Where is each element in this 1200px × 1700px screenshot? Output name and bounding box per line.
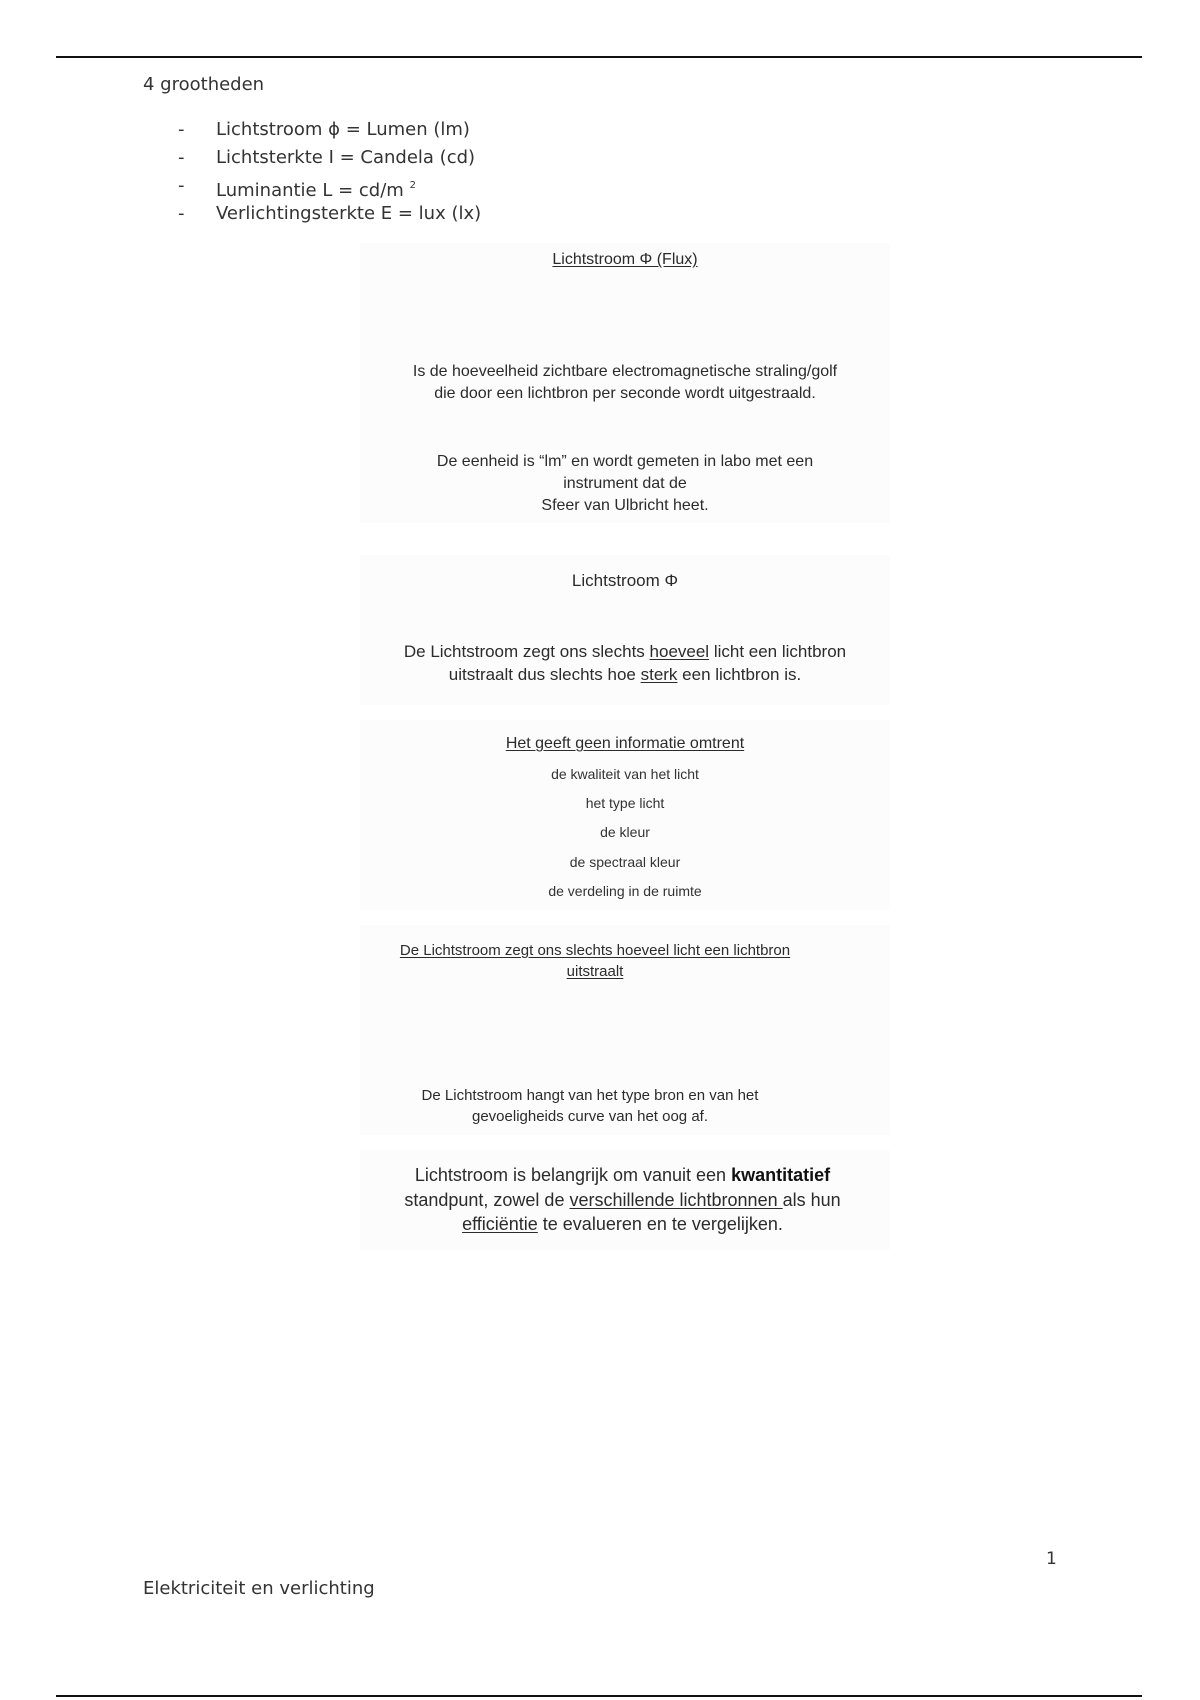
slide3-item: de kleur xyxy=(600,824,650,840)
bottom-rule xyxy=(56,1695,1142,1697)
slide1-para2-line3: Sfeer van Ulbricht heet. xyxy=(541,497,709,514)
quantities-list xyxy=(178,116,481,228)
list-item-text: Lichtstroom ϕ = Lumen (lm) xyxy=(216,119,470,140)
slide3-item: het type licht xyxy=(585,795,665,811)
bullet-dash: - xyxy=(178,203,185,224)
bullet-dash: - xyxy=(178,147,185,168)
slide1-para2-line1: De eenheid is “lm” en wordt gemeten in labo met een xyxy=(436,453,814,470)
slide2-line1: De Lichtstroom zegt ons slechts hoeveel licht een lichtbron xyxy=(403,642,847,661)
list-item-text: Lichtsterkte I = Candela (cd) xyxy=(216,147,476,168)
slide1-para1-line1: Is de hoeveelheid zichtbare electromagnetische straling/golf xyxy=(412,363,838,380)
slide4-body-line2: gevoeligheids curve van het oog af. xyxy=(472,1108,708,1125)
slide5-line2: standpunt, zowel de verschillende lichtbronnen als hun xyxy=(404,1190,841,1210)
slide2-line2: uitstraalt dus slechts hoe sterk een lichtbron is. xyxy=(448,665,802,684)
list-item xyxy=(178,116,481,144)
slide5-line3: efficiëntie te evalueren en te vergelijken. xyxy=(462,1214,783,1234)
list-item xyxy=(178,144,481,172)
slide4-title-line2: uitstraalt xyxy=(566,963,624,980)
slide3-title: Het geeft geen informatie omtrent xyxy=(505,735,745,752)
page-number: 1 xyxy=(1046,1549,1057,1569)
superscript: 2 xyxy=(409,180,416,191)
list-item-text: Luminantie L = cd/m xyxy=(216,180,404,201)
slide1-para1-line2: die door een lichtbron per seconde wordt uitgestraald. xyxy=(434,385,816,402)
list-item-text: Verlichtingsterkte E = lux (lx) xyxy=(216,203,482,224)
slide1-title: Lichtstroom Φ (Flux) xyxy=(552,251,698,268)
slide3-item: de kwaliteit van het licht xyxy=(551,766,699,782)
bullet-dash: - xyxy=(178,175,185,196)
slide1-para2-line2: instrument dat de xyxy=(563,475,687,492)
slide3-item: de verdeling in de ruimte xyxy=(548,883,702,899)
slide2-title: Lichtstroom Φ xyxy=(571,571,679,590)
slide5-line1: Lichtstroom is belangrijk om vanuit een kwantitatief xyxy=(414,1165,831,1185)
slide4-title-line1: De Lichtstroom zegt ons slechts hoeveel licht een lichtbron xyxy=(399,942,791,959)
bullet-dash: - xyxy=(178,119,185,140)
list-item xyxy=(178,172,481,200)
section-heading: 4 grootheden xyxy=(143,74,265,95)
top-rule xyxy=(56,56,1142,58)
list-item xyxy=(178,200,481,228)
slide4-body-line1: De Lichtstroom hangt van het type bron en van het xyxy=(421,1087,759,1104)
slide3-item: de spectraal kleur xyxy=(569,854,681,870)
footer-text: Elektriciteit en verlichting xyxy=(143,1578,375,1599)
